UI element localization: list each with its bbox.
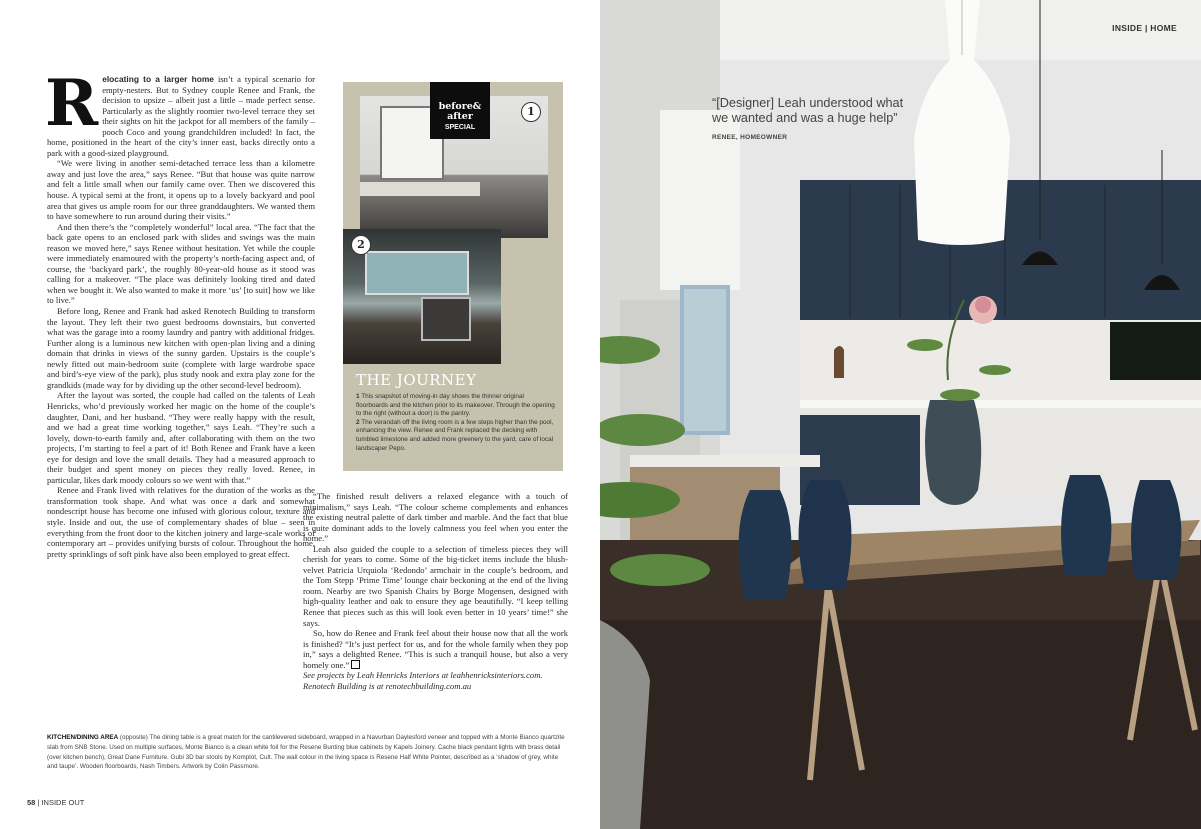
right-page-photo <box>600 0 1201 829</box>
before-after-badge: before& after SPECIAL <box>430 82 490 139</box>
paragraph: And then there’s the “completely wonderful” local area. “The fact that the back gate opens to an enclosed park with slides and swings was the main reason we moved here,” says Renee without hesitation. Yet while the couple were immediately enamoured with the property’s north-facing aspect and, of course, the ‘backyard park’, the roughly 80-year-old house as it stood was calling for a makeover. “The place was definitely looking tired and dated when we bought it. We also wanted to make it more ‘us’ [to suit] how we like to live.” <box>47 221 315 306</box>
photo-caption: KITCHEN/DINING AREA (opposite) The dining table is a great match for the cantilevered sideboard, wrapped in a Navurban Daylesford veneer and topped with a Monte Bianco quartzite slab from SNB Stone. Used on multiple surfaces, Monte Bianco is a clean white foil for the Resene Bunting blue cabinets by Kapels Joinery. Cache black pendant lights with brass detail (over kitchen bench), Great Dane Furniture. Gubi 3D bar stools by Komplot, Cult. The wall colour in the living space is Resene Half White Pointer, described as a ‘shadow of grey, white and taupe’. Wooden floorboards, Nash Timbers. Artwork by Colin Passmore. <box>47 734 565 771</box>
paragraph: Leah also guided the couple to a selection of timeless pieces they will cherish for years to come. Some of the big-ticket items include the blush-velvet Patricia Urquiola ‘Redondo’ armchair in the couple’s bedroom, and the Tom Stepp ‘Prime Time’ lounge chair beckoning at the end of the living room. Nearby are two Spanish Chairs by Borge Mogensen, designed with high-quality leather and oak to ensure they age beautifully. “I keep telling Renee that pieces such as this will look even better in 10 years’ time!” she says. <box>303 543 568 628</box>
folio: 58 | INSIDE OUT <box>27 798 85 807</box>
paragraph: So, how do Renee and Frank feel about their house now that all the work is finished? “It’s just perfect for us, and for the whole family when they pop in,” says a delighted Renee. “This is such a tranquil house, but also a very homely one.” <box>303 628 568 670</box>
lead-in: elocating to a larger home <box>102 74 214 84</box>
paragraph: After the layout was sorted, the couple had called on the talents of Leah Henricks, who’d previously worked her magic on the home of the couple’s daughter, Dani, and her husband. “They were really happy with the result, and we had a great time working together,” says Leah. “They’re such a lovely, down-to-earth family and, after collaborating with them on the two projects, I’m starting to feel a part of it! Both Renee and Frank have a keen eye for design and love the small details. They had a measured approach to their budget and spent money on pieces they really loved. Renee, in particular, likes dark moody colours so we went with that.” <box>47 390 315 485</box>
left-page <box>0 0 600 829</box>
journey-text: 1 This snapshot of moving-in day shows the thinner original floorboards and the kitchen prior to its makeover. Through the opening to the right (without a door) is the pantry. 2 The verandah off the living room is a few steps higher than the pool, enhancing the view. Renee and Frank replaced the decking with tumbled limestone and added more greenery to the yard, care of local landscaper Pepo. <box>356 393 555 452</box>
paragraph: “We were living in another semi-detached terrace less than a kilometre away and just love the area,” says Renee. “But that house was quite narrow and felt a little small when our family came over. Then we discovered this house. A typical semi at the front, it opens up to a lovely backyard and pool area that gives us ample room for our three granddaughters. We wanted them to have somewhere to run around during their visits.” <box>47 158 315 222</box>
pull-quote: “[Designer] Leah understood what we wanted and was a huge help” RENEE, HOMEOWNER <box>712 96 904 141</box>
article-column-1 <box>45 66 315 559</box>
caption-label: KITCHEN/DINING AREA <box>47 734 119 741</box>
photo-number-2: 2 <box>351 235 371 255</box>
journey-title: THE JOURNEY <box>356 371 477 389</box>
paragraph: “The finished result delivers a relaxed elegance with a touch of minimalism,” says Leah. “The colour scheme complements and enhances the existing neutral palette of dark timber and marble. And the fact that blue is quite dominant adds to the lovely calmness you feel when you enter the home.” <box>303 491 568 544</box>
paragraph: Before long, Renee and Frank had asked Renotech Building to transform the layout. They left their two guest bedrooms downstairs, but converted what was the garage into a roomy laundry and pantry with additional fridges. Further along is a luminous new kitchen with open-plan living and a dining domain that drinks in views of the sunny garden. Upstairs is the couple’s newly fitted out main-bedroom suite (complete with large wardrobe space and bird’s-eye view of the park), plus study nook and extra play zone for the grandkids (made way for by dividing up the other second-level bedroom). <box>47 306 315 390</box>
photo-number-1: 1 <box>521 102 541 122</box>
drop-cap: R <box>45 66 99 141</box>
article-column-2 <box>303 491 568 691</box>
credit-line: Renotech Building is at renotechbuilding.com.au <box>303 680 472 691</box>
paragraph: elocating to a larger home isn’t a typical scenario for empty-nesters. But to Sydney couple Renee and Frank, the decision to upsize – albeit just a little – made perfect sense. Particularly as the slightly roomier two-level terrace they set their sights on hit the jackpot for all members of the family – pooch Coco and young grandchildren included! In fact, the home, positioned in the heart of the city’s inner east, backs directly onto a park with a good-sized playground. <box>47 74 315 158</box>
section-header: INSIDE | HOME <box>1112 23 1177 33</box>
end-mark-icon <box>351 660 360 669</box>
journey-sidebar <box>343 82 563 471</box>
quote-attribution: RENEE, HOMEOWNER <box>712 134 788 141</box>
paragraph: Renee and Frank lived with relatives for the duration of the works as the transformation took shape. And what was once a dark and somewhat nondescript house has become one infused with glorious colour, texture and style. Inside and out, the use of complementary shades of blue – seen in everything from the front door to the kitchen joinery and large-scale works of contemporary art – provides unifying bursts of colour. Throughout the home, pretty sprinklings of soft pink have also been employed to great effect. <box>47 485 315 559</box>
credit-line: See projects by Leah Henricks Interiors at leahhenricksinteriors.com. <box>303 670 543 681</box>
